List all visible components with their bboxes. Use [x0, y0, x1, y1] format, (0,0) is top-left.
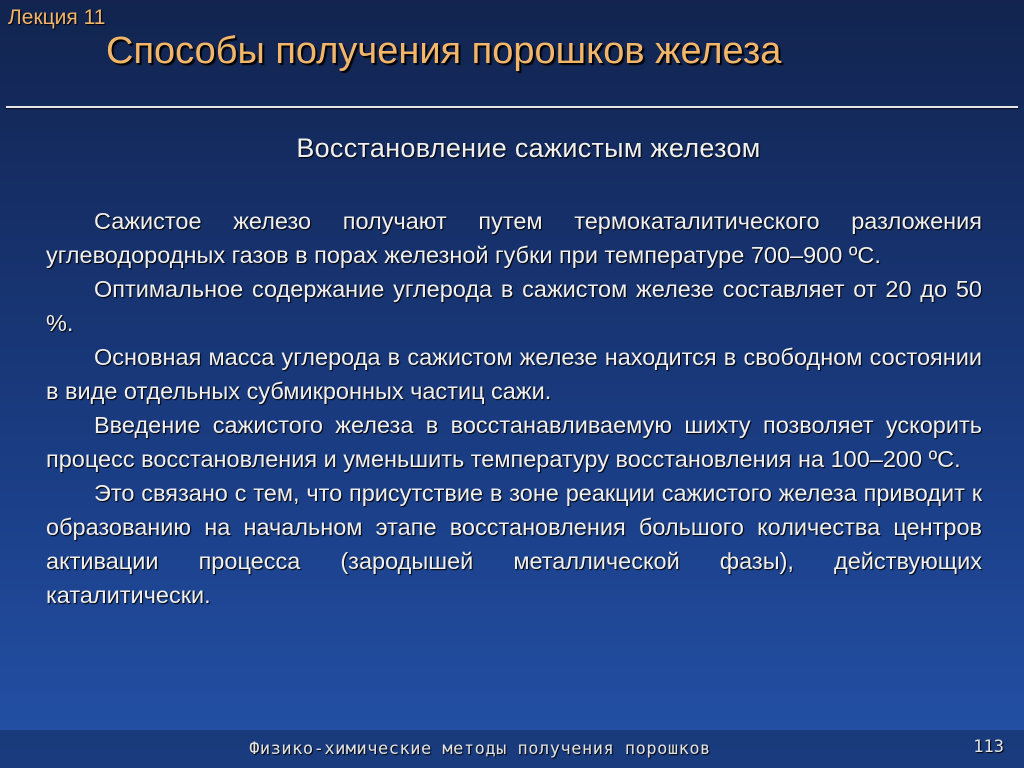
paragraph: Сажистое железо получают путем термокаталитического разложения углеводородных газов в порах железной губки при температуре 700–900 ºС.: [46, 208, 982, 268]
title-divider: [6, 106, 1018, 108]
paragraph: Введение сажистого железа в восстанавливаемую шихту позволяет ускорить процесс восстановления и уменьшить температуру восстановления на 100–200 ºС.: [46, 412, 982, 472]
section-subtitle: Восстановление сажистым железом: [296, 133, 761, 163]
lecture-label: Лекция 11: [8, 6, 106, 29]
paragraph: Оптимальное содержание углерода в сажистом железе составляет от 20 до 50 %.: [46, 276, 982, 336]
page-title: Способы получения порошков железа: [106, 30, 782, 72]
page-number: 113: [973, 737, 1004, 757]
paragraph: Это связано с тем, что присутствие в зоне реакции сажистого железа приводит к образованию на начальном этапе восстановления большого количества центров активации процесса (зародышей металлической фазы), действующих каталитически.: [46, 480, 982, 608]
paragraph: Основная масса углерода в сажистом железе находится в свободном состоянии в виде отдельных субмикронных частиц сажи.: [46, 344, 982, 404]
slide-body: [46, 204, 982, 612]
footer-course-title: Физико-химические методы получения порошков: [249, 739, 711, 759]
